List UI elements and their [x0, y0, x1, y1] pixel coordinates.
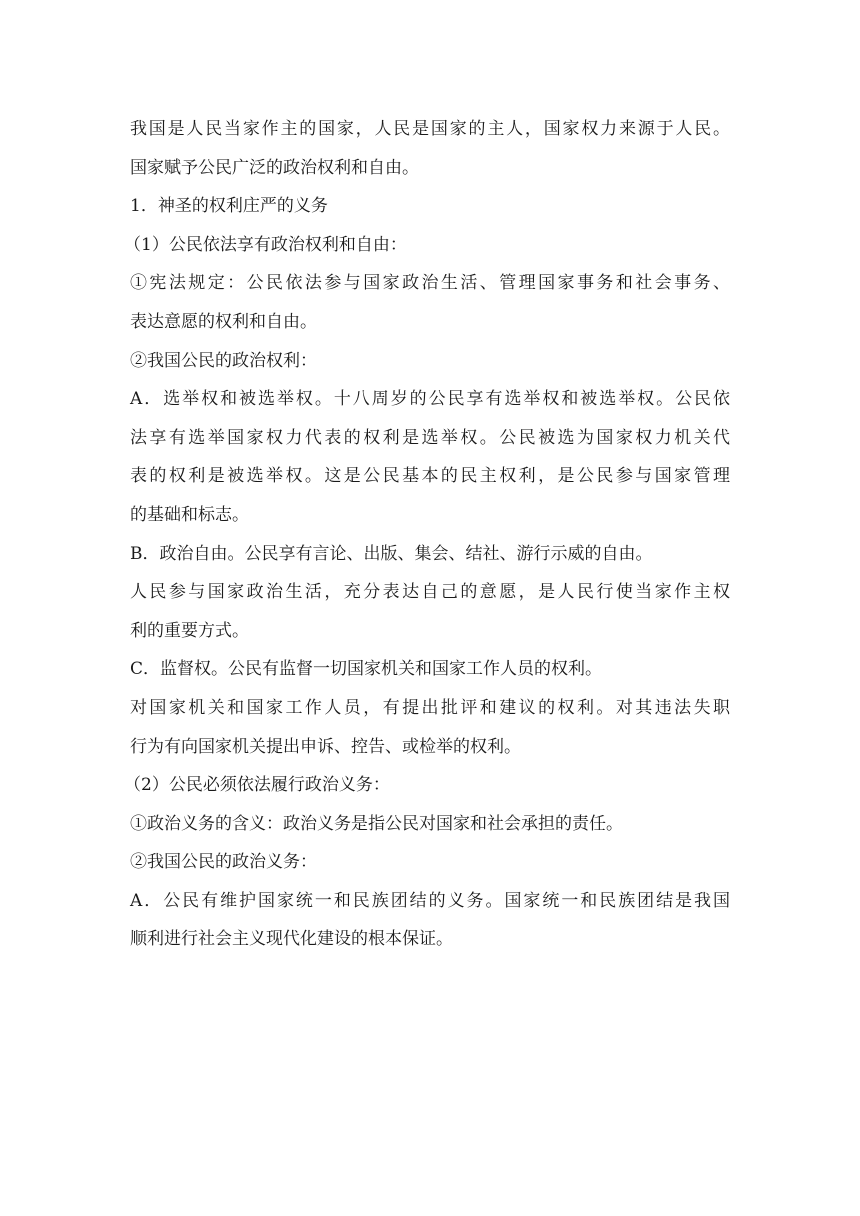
- paragraph-line: 法享有选举国家权力代表的权利是选举权。公民被选为国家权力机关代: [130, 427, 730, 448]
- paragraph-line: 表达意愿的权利和自由。: [130, 311, 317, 332]
- section-heading: 1．神圣的权利庄严的义务: [130, 196, 328, 217]
- subsection-heading: （1）公民依法享有政治权利和自由：: [124, 234, 407, 255]
- paragraph-line: ①政治义务的含义：政治义务是指公民对国家和社会承担的责任。: [130, 813, 623, 834]
- paragraph-line: 对国家机关和国家工作人员，有提出批评和建议的权利。对其违法失职: [130, 697, 730, 718]
- paragraph-line: ①宪法规定：公民依法参与国家政治生活、管理国家事务和社会事务、: [130, 273, 730, 294]
- paragraph-line: 人民参与国家政治生活，充分表达自己的意愿，是人民行使当家作主权: [130, 582, 730, 603]
- paragraph-line: 行为有向国家机关提出申诉、控告、或检举的权利。: [130, 736, 521, 757]
- paragraph-line: 表的权利是被选举权。这是公民基本的民主权利，是公民参与国家管理: [130, 466, 730, 487]
- list-heading: ②我国公民的政治义务：: [130, 852, 317, 873]
- paragraph-line: 我国是人民当家作主的国家，人民是国家的主人，国家权力来源于人民。: [130, 119, 730, 139]
- paragraph-line: B．政治自由。公民享有言论、出版、集会、结社、游行示威的自由。: [130, 543, 653, 564]
- document-body: [124, 110, 730, 959]
- paragraph-line: 利的重要方式。: [130, 620, 249, 641]
- paragraph-line: A．公民有维护国家统一和民族团结的义务。国家统一和民族团结是我国: [130, 890, 730, 911]
- paragraph-line: 国家赋予公民广泛的政治权利和自由。: [130, 157, 419, 178]
- list-heading: ②我国公民的政治权利：: [130, 350, 317, 371]
- subsection-heading: （2）公民必须依法履行政治义务：: [124, 775, 390, 796]
- paragraph-line: C．监督权。公民有监督一切国家机关和国家工作人员的权利。: [130, 659, 603, 680]
- paragraph-line: 的基础和标志。: [130, 504, 249, 525]
- paragraph-line: A．选举权和被选举权。十八周岁的公民享有选举权和被选举权。公民依: [130, 389, 730, 410]
- paragraph-line: 顺利进行社会主义现代化建设的根本保证。: [130, 929, 453, 950]
